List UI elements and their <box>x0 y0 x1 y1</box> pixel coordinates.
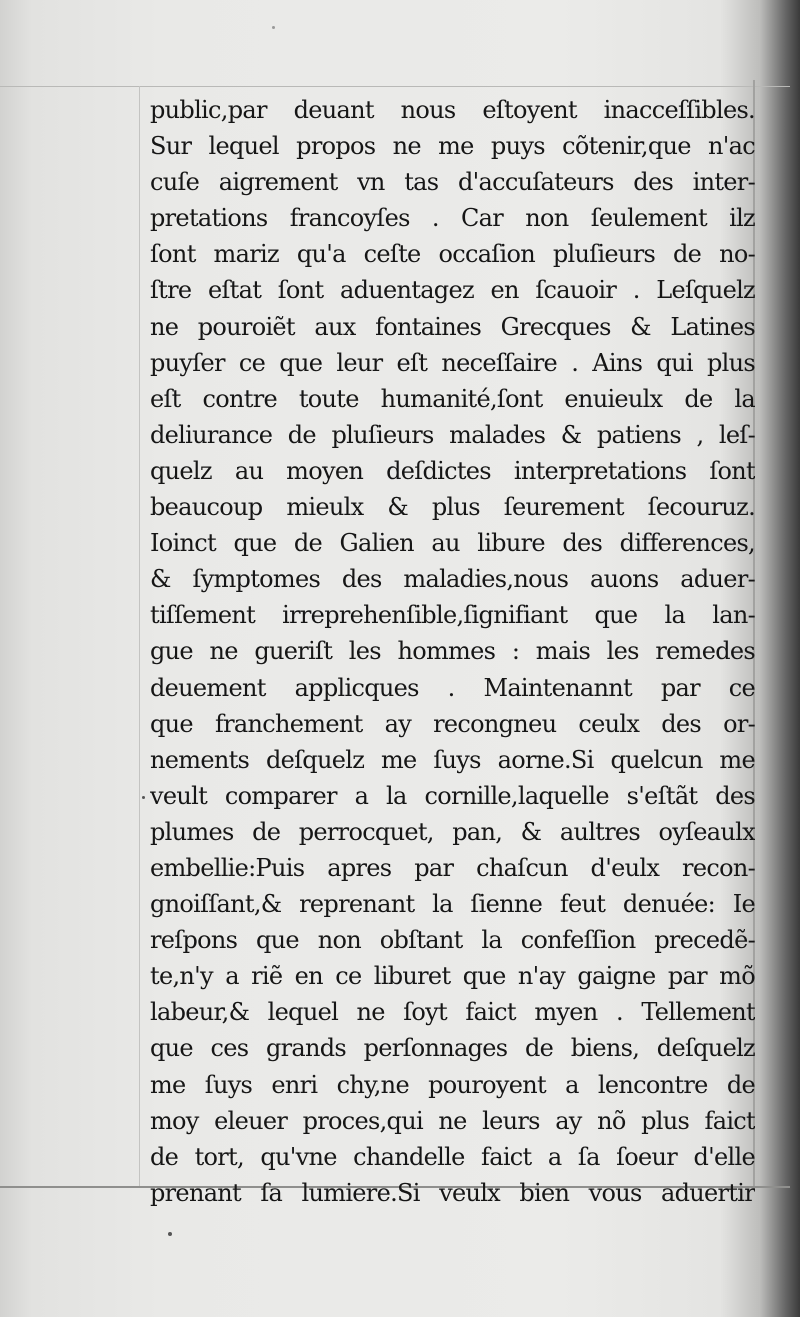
text-line: te,n'y a riẽ en ce liburet que n'ay gaigne par mõ <box>150 962 755 991</box>
text-line: puyſer ce que leur eſt neceſſaire . Ains qui plus <box>150 348 755 377</box>
page-frame-left-rule <box>139 86 140 1186</box>
text-line: ſont mariz qu'a ceſte occaſion pluſieurs de no- <box>150 240 755 269</box>
text-line: embellie:Puis apres par chaſcun d'eulx recon- <box>150 853 755 882</box>
body-text <box>150 92 755 1211</box>
text-line: deuement applicques . Maintenannt par ce <box>150 673 755 702</box>
page-frame-top-rule <box>0 86 790 87</box>
text-line: gue ne gueriſt les hommes : mais les remedes <box>150 637 755 666</box>
text-line: prenant ſa lumiere.Si veulx bien vous aduertir <box>150 1178 755 1207</box>
text-line: & ſymptomes des maladies,nous auons aduer- <box>150 565 755 594</box>
text-line: labeur,& lequel ne ſoyt faict myen . Tellement <box>150 998 755 1027</box>
text-line: cuſe aigrement vn tas d'accuſateurs des inter- <box>150 168 755 197</box>
text-line: veult comparer a la cornille,laquelle s'eſtãt des <box>150 781 755 810</box>
ink-speck <box>168 1232 172 1236</box>
text-line: plumes de perrocquet, pan, & aultres oyſeaulx <box>150 817 755 846</box>
text-line: nements deſquelz me ſuys aorne.Si quelcun me <box>150 745 755 774</box>
text-line: Sur lequel propos ne me puys cõtenir,que n'ac <box>150 132 755 161</box>
text-line: me ſuys enri chy,ne pouroyent a lencontre de <box>150 1070 755 1099</box>
text-line: tiſſement irreprehenſible,ſignifiant que la lan- <box>150 601 755 630</box>
text-line: beaucoup mieulx & plus ſeurement ſecouruz. <box>150 493 755 522</box>
text-line: ne pouroiẽt aux fontaines Grecques & Latines <box>150 312 755 341</box>
text-line: reſpons que non obſtant la confeſſion precedẽ- <box>150 926 755 955</box>
text-line: quelz au moyen deſdictes interpretations ſont <box>150 456 755 485</box>
ink-speck <box>272 26 275 29</box>
text-line: gnoiſſant,& reprenant la ſienne feut denuée: Ie <box>150 890 755 919</box>
ink-speck <box>142 796 145 799</box>
text-line: que franchement ay recongneu ceulx des or- <box>150 709 755 738</box>
text-line: que ces grands perſonnages de biens, deſquelz <box>150 1034 755 1063</box>
text-line: pretations francoyſes . Car non ſeulement ilz <box>150 204 755 233</box>
text-line: de tort, qu'vne chandelle faict a ſa ſoeur d'elle <box>150 1142 755 1171</box>
text-line: moy eleuer proces,qui ne leurs ay nõ plus faict <box>150 1106 755 1135</box>
text-line: ſtre eſtat ſont aduentagez en ſcauoir . Leſquelz <box>150 276 755 305</box>
text-line: public,par deuant nous eſtoyent inacceſſibles. <box>150 96 755 124</box>
text-line: deliurance de pluſieurs malades & patiens , leſ- <box>150 420 755 449</box>
text-line: eſt contre toute humanité,ſont enuieulx de la <box>150 384 755 413</box>
text-line: Ioinct que de Galien au libure des differences, <box>150 529 755 558</box>
